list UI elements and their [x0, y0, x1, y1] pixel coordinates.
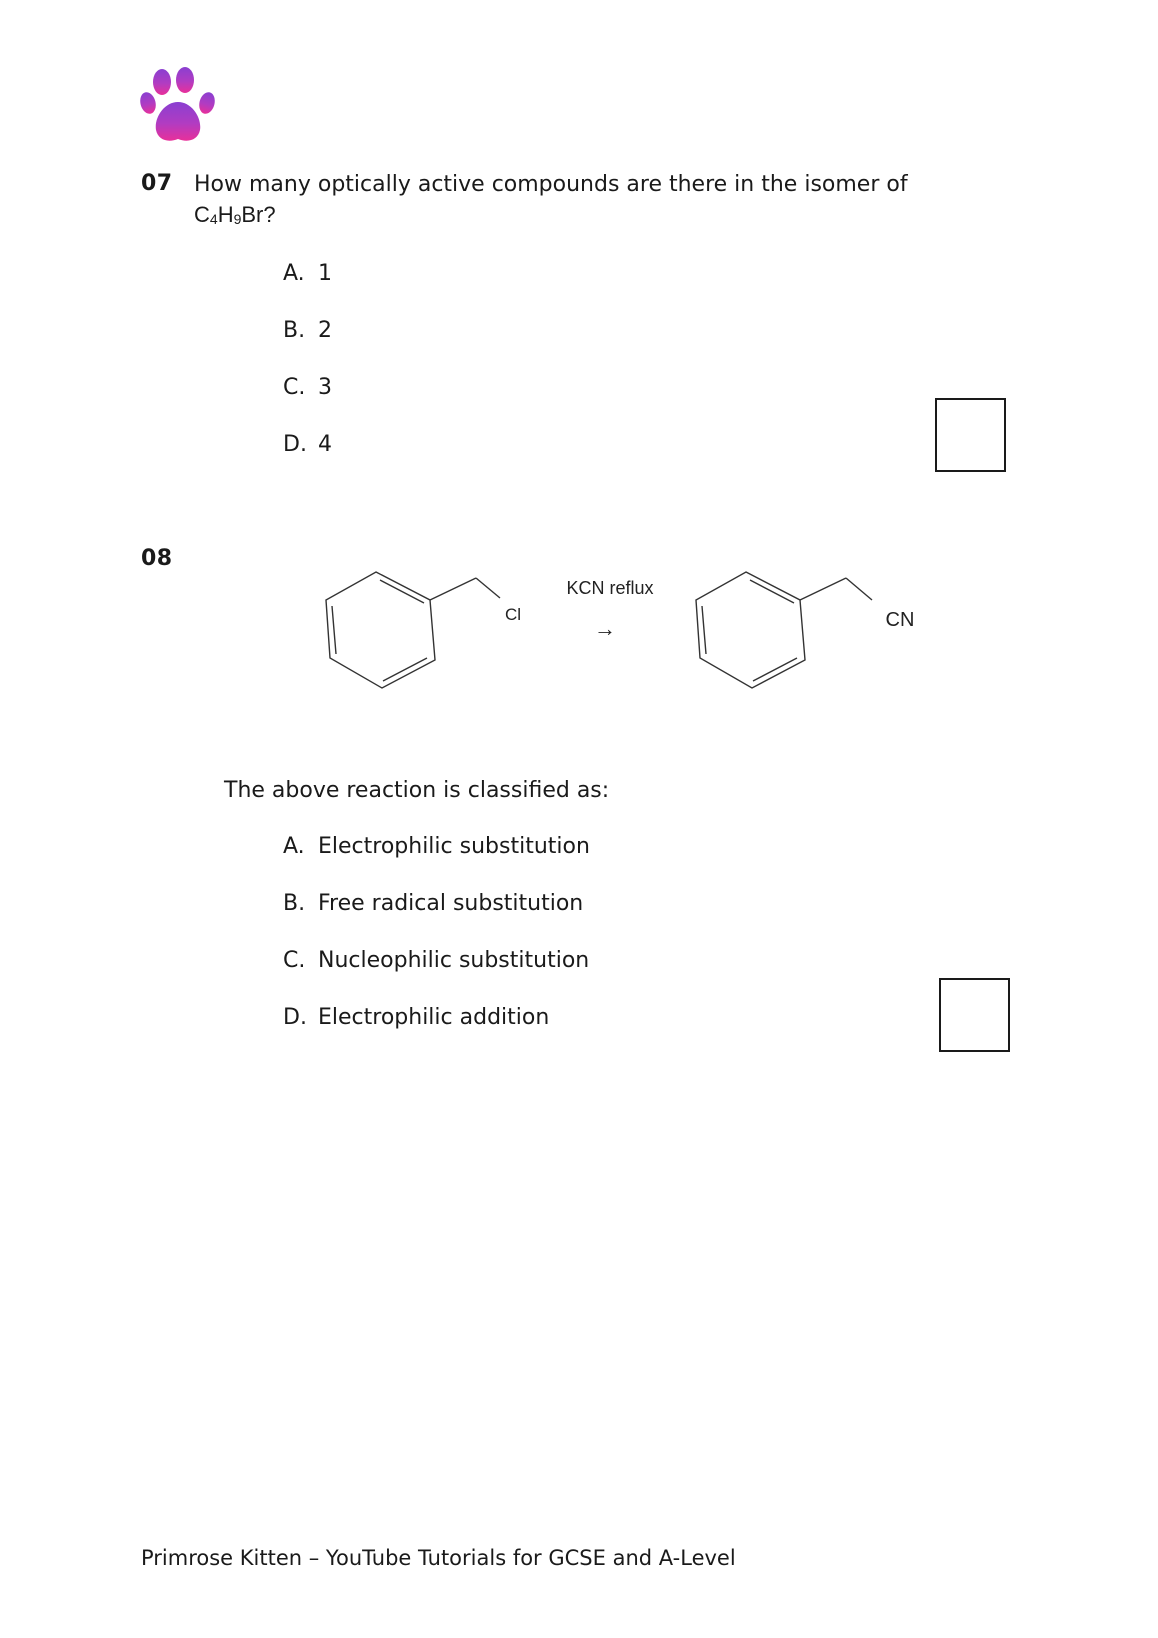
question-text [194, 170, 974, 234]
benzene-ring [696, 572, 805, 688]
answer-option: D. 4 [283, 432, 332, 457]
question-prompt: The above reaction is classified as: [224, 778, 610, 803]
question-number: 07 [141, 171, 173, 196]
answer-option: D. Electrophilic addition [283, 1005, 550, 1030]
question-number: 08 [141, 546, 173, 571]
answer-option: A. 1 [283, 261, 332, 286]
reaction-arrow: → [594, 616, 616, 641]
answer-option: C. Nucleophilic substitution [283, 948, 590, 973]
answer-box[interactable] [939, 978, 1010, 1052]
answer-option: B. 2 [283, 318, 332, 343]
reaction-conditions: KCN reflux [566, 578, 654, 598]
question-text-prefix: How many optically active compounds are there in the isomer of [194, 172, 908, 197]
answer-options [283, 259, 332, 487]
answer-options [283, 832, 590, 1060]
chain-bond [800, 578, 872, 600]
answer-box[interactable] [935, 398, 1006, 472]
benzene-ring [326, 572, 435, 688]
answer-option: A. Electrophilic substitution [283, 834, 590, 859]
answer-option: C. 3 [283, 375, 332, 400]
answer-option: B. Free radical substitution [283, 891, 584, 916]
reaction-diagram [300, 560, 940, 700]
paw-print-logo-icon [140, 66, 218, 148]
reactant-group-label: Cl [504, 605, 522, 624]
product-group-label: CN [885, 609, 915, 631]
molecular-formula: $C_4H_9Br$? [194, 202, 276, 227]
chain-bond [430, 578, 500, 600]
page-footer: Primrose Kitten – YouTube Tutorials for GCSE and A-Level [141, 1546, 736, 1570]
